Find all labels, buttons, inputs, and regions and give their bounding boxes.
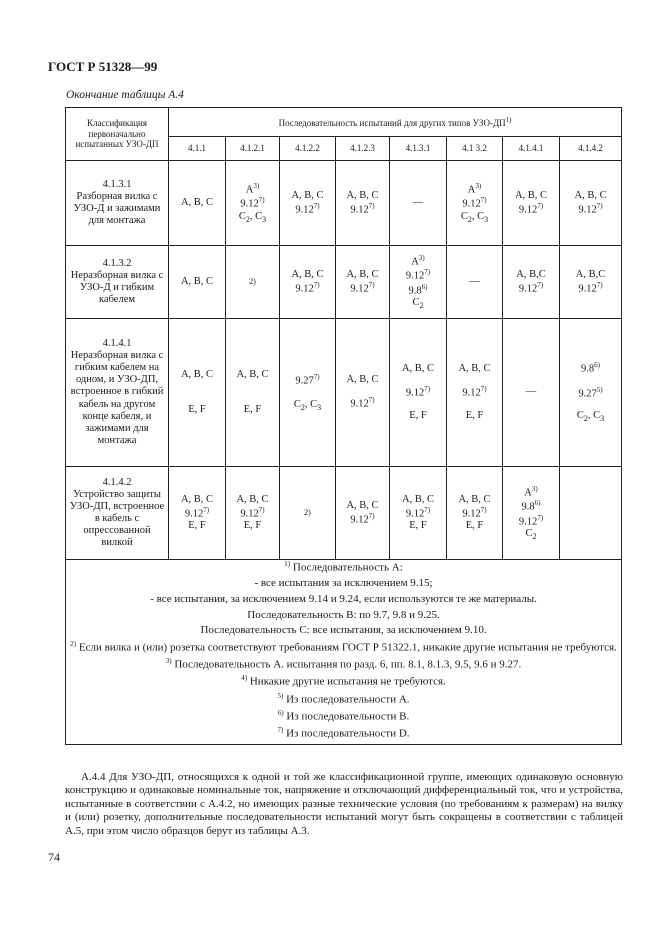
table-cell: 9.8$^{6)}$ 9.27$^{5)}$ $С_2$, $С_3$	[560, 319, 622, 467]
test-sequence-table	[65, 107, 622, 745]
table-cell: А, В, С 9.12$^{7)}$ Е, F	[447, 319, 503, 467]
row-classification: 4.1.3.2 Неразборная вилка с УЗО-Д и гибким кабелем	[66, 246, 169, 319]
row-classification: 4.1.4.2 Устройство защиты УЗО-ДП, встроенное в кабель с опрессованной вилкой	[66, 467, 169, 560]
table-row	[66, 246, 622, 319]
table-cell: А, В, С 9.12$^{7)}$	[336, 319, 390, 467]
table-cell: А, В,С 9.12$^{7)}$	[503, 246, 560, 319]
page-number: 74	[48, 850, 60, 864]
sequence-group-header: Последовательность испытаний для других типов УЗО-ДП$^{1)}$	[169, 108, 622, 137]
table-cell: —	[390, 161, 447, 246]
footnote: $^{7)}$ Из последовательности D.	[277, 726, 410, 740]
table-row	[66, 467, 622, 560]
footnote: Последовательность С: все испытания, за исключением 9.10.	[200, 624, 487, 637]
table-cell: А, В, С Е, F	[226, 319, 280, 467]
table-cell: А, В, С 9.12$^{7)}$	[336, 246, 390, 319]
table-cell: А, В, С 9.12$^{7)}$	[336, 467, 390, 560]
table-cell: А, В, С Е, F	[169, 319, 226, 467]
table-cell: А, В, С 9.12$^{7)}$ Е, F	[226, 467, 280, 560]
table-cell	[560, 467, 622, 560]
column-header: 4.1.4.2	[560, 137, 622, 161]
table-cell: А, В, С	[169, 161, 226, 246]
footnote: - все испытания за исключением 9.15;	[254, 577, 433, 590]
footnote: - все испытания, за исключением 9.14 и 9.24, если используются те же материалы.	[150, 592, 537, 605]
footnote: $^{1)}$ Последовательность А:	[284, 560, 403, 574]
table-caption: Окончание таблицы А.4	[66, 89, 184, 101]
footnote: Последовательность В: по 9.7, 9.8 и 9.25.	[247, 608, 440, 621]
footnote: $^{2)}$ Если вилка и (или) розетка соответствуют требованиям ГОСТ Р 51322.1, никакие другие испытания не требуются.	[70, 639, 617, 654]
table-cell: $А^{3)}$ 9.12$^{7)}$ $С_2$, $С_3$	[447, 161, 503, 246]
row-classification: 4.1.3.1 Разборная вилка с УЗО-Д и зажимами для монтажа	[66, 161, 169, 246]
table-cell: А, В, С 9.12$^{7)}$	[280, 246, 336, 319]
column-header: 4.1.4.1	[503, 137, 560, 161]
table-row	[66, 560, 622, 745]
table-cell: $А^{3)}$ 9.8$^{6)}$ 9.12$^{7)}$ $С_2$	[503, 467, 560, 560]
footnote: $^{6)}$ Из последовательности В.	[277, 709, 410, 723]
column-header: 4.1.2.3	[336, 137, 390, 161]
table-cell: 2)	[280, 467, 336, 560]
table-row	[66, 161, 622, 246]
row-classification: 4.1.4.1 Неразборная вилка с гибким кабелем на одном, и УЗО-ДП, встроенное в гибкий кабель на другом конце кабеля, и зажимами для монтажа	[66, 319, 169, 467]
table-cell: А, В, С 9.12$^{7)}$ Е, F	[390, 319, 447, 467]
table-cell: —	[447, 246, 503, 319]
table-cell: А, В, С 9.12$^{7)}$	[503, 161, 560, 246]
column-header: 4.1.2.2	[280, 137, 336, 161]
table-cell: $А^{3)}$ 9.12$^{7)}$ 9.8$^{6)}$ $С_2$	[390, 246, 447, 319]
column-header: 4.1.1	[169, 137, 226, 161]
table-cell: 2)	[226, 246, 280, 319]
column-header: 4.1 3.2	[447, 137, 503, 161]
table-footnotes	[66, 560, 622, 745]
footnote: $^{3)}$ Последовательность А. испытания по разд. 6, пп. 8.1, 8.1.3, 9.5, 9.6 и 9.27.	[165, 657, 522, 671]
table-cell: А, В, С 9.12$^{7)}$ Е, F	[390, 467, 447, 560]
column-header: 4.1.2.1	[226, 137, 280, 161]
table-cell: А, В,С 9.12$^{7)}$	[560, 246, 622, 319]
table-row	[66, 319, 622, 467]
table-cell: А, В, С 9.12$^{7)}$ Е, F	[447, 467, 503, 560]
body-paragraph: А.4.4 Для УЗО-ДП, относящихся к одной и той же классификационной группе, имеющих одинаковую основную конструкцию и одинаковые номинальные ток, напряжение и отключающий дифференциальный ток, что и устройства, испытанные в соответствии с А.4.2, но имеющих разные технические условия (по требованиям к размерам) на вилку и (или) розетку, дополнительные последовательности испытаний могут быть сокращены в соответствии с таблицей А.5, при этом число образцов берут из таблицы А.3.	[65, 771, 623, 837]
table-cell: —	[503, 319, 560, 467]
table-cell: 9.27$^{7)}$ $С_2$, $С_3$	[280, 319, 336, 467]
table-cell: А, В, С 9.12$^{7)}$	[280, 161, 336, 246]
document-header: ГОСТ Р 51328—99	[48, 59, 158, 74]
table-cell: $А^{3)}$ 9.12$^{7)}$ $С_2$, $С_3$	[226, 161, 280, 246]
footnote: $^{4)}$ Никакие другие испытания не требуются.	[241, 674, 446, 689]
classification-header: Классификация первоначально испытанных УЗО-ДП	[66, 108, 169, 161]
table-cell: А, В, С 9.12$^{7)}$	[560, 161, 622, 246]
column-header: 4.1.3.1	[390, 137, 447, 161]
table-cell: А, В, С 9.12$^{7)}$ Е, F	[169, 467, 226, 560]
footnote: $^{5)}$ Из последовательности А.	[277, 691, 410, 706]
table-cell: А, В, С 9.12$^{7)}$	[336, 161, 390, 246]
table-cell: А, В, С	[169, 246, 226, 319]
